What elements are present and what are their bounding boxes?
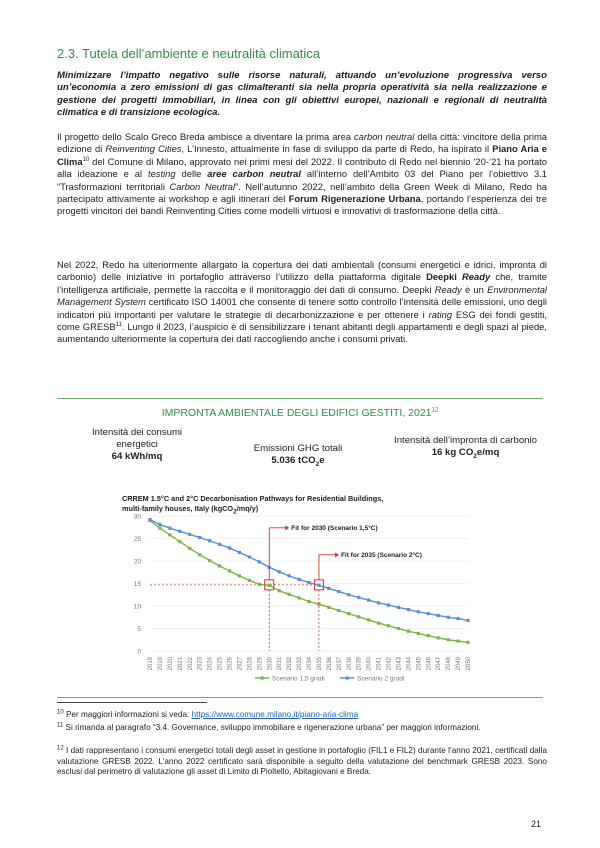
footnote-ref-12[interactable]: 12 <box>431 407 439 414</box>
box-bottom-divider <box>57 697 543 698</box>
x-tick-label: 2046 <box>426 657 433 671</box>
data-point <box>148 518 151 521</box>
legend-item <box>340 675 404 682</box>
legend-label: Scenario 2 gradi <box>357 675 405 683</box>
x-tick-label: 2018 <box>148 657 154 671</box>
footnote-11: $^{11}$ Si rimanda al paragrafo “3.4. Governance, sviluppo immobiliare e rigenerazione urbana” per maggiori informazioni. <box>57 722 481 732</box>
data-point <box>427 612 430 615</box>
x-tick-label: 2050 <box>466 657 472 671</box>
data-point <box>158 523 161 526</box>
arrow-head <box>335 552 339 557</box>
x-tick-label: 2043 <box>396 657 403 671</box>
data-point <box>258 560 261 563</box>
data-point <box>407 608 410 611</box>
y-tick-label: 10 <box>133 603 141 611</box>
box-title: IMPRONTA AMBIENTALE DEGLI EDIFICI GESTITI, 2021$^{12}$ <box>161 407 439 419</box>
x-tick-label: 2049 <box>456 657 463 671</box>
x-tick-label: 2025 <box>217 657 224 671</box>
data-point <box>208 559 211 562</box>
x-axis <box>148 656 472 670</box>
data-point <box>377 601 380 604</box>
data-point <box>357 615 360 618</box>
data-point <box>327 587 330 590</box>
section-title: 2.3. Tutela dell’ambiente e neutralità climatica <box>57 46 321 61</box>
annotations <box>265 524 422 651</box>
data-point <box>367 618 370 621</box>
data-point <box>178 530 181 533</box>
x-tick-label: 2019 <box>157 657 164 671</box>
y-tick-label: 25 <box>133 536 141 543</box>
data-point <box>248 555 251 558</box>
x-tick-label: 2048 <box>446 657 453 671</box>
data-point <box>317 584 320 587</box>
data-point <box>288 574 291 577</box>
annotation-fit-2030 <box>265 524 378 651</box>
data-point <box>258 583 261 586</box>
x-tick-label: 2040 <box>366 657 373 671</box>
data-point <box>158 527 161 530</box>
kpi-energy-intensity <box>72 427 202 463</box>
data-point <box>238 551 241 554</box>
footnote-10: $^{10}$ Per maggiori informazioni si veda: https://www.comune.milano.it/piano-aria-clima <box>57 709 359 719</box>
x-tick-label: 2039 <box>356 657 363 671</box>
data-point <box>456 617 459 620</box>
paragraph-deepki: Nel 2022, Redo ha ulteriormente allargato la copertura dei dati ambientali (consumi energetici e idrici, impronta di carbonio) delle iniziative in portafoglio attraverso l’utilizzo della piattaforma digitale Deepki Ready che, tramite l’intelligenza artificiale, permette la raccolta e il monitoraggio dei dati di consumo. Deepki Ready è un Environmental Management System certificato ISO 14001 che consente di tenere sotto controllo l’intensità delle emissioni, uno degli indicatori più importanti per valutare le strategie di decarbonizzazione e per ottenere i rating ESG dei fondi gestiti, come GRESB$^{11}$. Lungo il 2023, l’auspicio è di sensibilizzare i tenant abitanti degli appartamenti e degli spazi al piede, aumentando ulteriormente la copertura dei dati raccogliendo anche i consumi privati. <box>57 259 547 345</box>
kpi-carbon-intensity <box>393 435 538 459</box>
data-point <box>218 564 221 567</box>
x-tick-label: 2021 <box>177 657 184 671</box>
x-tick-label: 2045 <box>416 657 423 671</box>
kpi-ghg-emissions <box>228 443 368 467</box>
data-point <box>357 596 360 599</box>
x-tick-label: 2037 <box>336 657 343 671</box>
data-point <box>198 536 201 539</box>
x-tick-label: 2030 <box>267 657 274 671</box>
paragraph-scalo-greco: Il progetto dello Scalo Greco Breda ambisce a diventare la prima area carbon neutral della città: vincitore della prima edizione di Reinventing Cities, L’Innesto, attualmente in fase di sviluppo da parte di Redo, ha ispirato il Piano Aria e Clima$^{10}$ del Comune di Milano, approvato nei primi mesi del 2022. Il contributo di Redo nel biennio ‘20-‘21 ha portato alla ideazione e al testing delle aree carbon neutral all’interno dell’Ambito 03 del Piano per l’obiettivo 3.1 “Trasformazioni territoriali Carbon Neutral”. Nell’autunno 2022, nell’ambito della Green Week di Milano, Redo ha partecipato attivamente ai workshop e agli itinerari del Forum Rigenerazione Urbana, portando l’esperienza dei tre progetti vincitori dei bandi Reinventing Cities come modelli virtuosi e innovativi di trasformazione della città. <box>57 131 548 217</box>
data-point <box>437 636 440 639</box>
series-line <box>150 520 468 621</box>
data-point <box>288 593 291 596</box>
footnote-divider <box>57 702 207 703</box>
y-axis <box>134 514 142 656</box>
legend-item <box>255 675 325 682</box>
data-point <box>278 570 281 573</box>
data-point <box>347 612 350 615</box>
kpi-energy-label: Intensità dei consumi energetici <box>91 427 183 450</box>
data-point <box>437 614 440 617</box>
x-tick-label: 2035 <box>316 657 323 671</box>
data-point <box>466 619 469 622</box>
data-point <box>387 624 390 627</box>
data-point <box>466 641 469 644</box>
chart-title: CRREM 1.5°C and 2°C Decarbonisation Pathways for Residential Buildings, multi-family houses, Italy (kgCO2/mq/y) <box>122 494 384 515</box>
data-point <box>427 634 430 637</box>
y-tick-label: 5 <box>137 626 141 633</box>
arrow-head <box>285 525 289 530</box>
data-point <box>228 569 231 572</box>
kpi-ghg-label: Emissioni GHG totali <box>253 443 343 454</box>
x-tick-label: 2038 <box>346 657 353 671</box>
data-point <box>248 579 251 582</box>
data-point <box>367 599 370 602</box>
data-point <box>307 581 310 584</box>
x-tick-label: 2042 <box>386 657 393 671</box>
annotation-label: Fit for 2030 (Scenario 1,5°C) <box>291 525 378 533</box>
x-tick-label: 2026 <box>227 657 234 671</box>
data-point <box>327 606 330 609</box>
kpi-ghg-value: 5.036 tCO$_2$e <box>271 455 325 468</box>
legend-label: Scenario 1,5 gradi <box>272 675 325 683</box>
data-point <box>178 540 181 543</box>
kpi-carbon-label: Intensità dell’impronta di carbonio <box>394 435 537 446</box>
series-layer <box>148 518 469 644</box>
x-tick-label: 2036 <box>326 657 333 671</box>
intro-statement: Minimizzare l’impatto negativo sulle risorse naturali, attuando un’evoluzione progressiva verso un’economia a zero emissioni di gas climalteranti sia nella propria operatività sia nella realizzazione e gestione dei progetti immobiliari, in linea con gli obiettivi europei, nazionali e regionali di neutralità climatica e di transizione ecologica. <box>57 70 547 118</box>
piano-aria-clima-link[interactable]: https://www.comune.milano.it/piano-aria-clima <box>191 710 359 719</box>
data-point <box>347 593 350 596</box>
y-tick-label: 20 <box>133 558 141 566</box>
data-point <box>228 546 231 549</box>
data-point <box>377 622 380 625</box>
y-tick-label: 30 <box>133 513 141 521</box>
data-point <box>447 616 450 619</box>
x-tick-label: 2041 <box>376 657 383 671</box>
data-point <box>218 543 221 546</box>
data-point <box>417 632 420 635</box>
data-point <box>188 533 191 536</box>
x-tick-label: 2022 <box>187 657 194 671</box>
data-point <box>238 574 241 577</box>
x-tick-label: 2023 <box>197 657 204 671</box>
page-number: 21 <box>531 819 542 829</box>
data-point <box>397 606 400 609</box>
x-tick-label: 2047 <box>436 657 443 671</box>
x-tick-label: 2024 <box>207 657 214 671</box>
x-tick-label: 2020 <box>167 657 174 671</box>
data-point <box>337 590 340 593</box>
data-point <box>168 533 171 536</box>
x-tick-label: 2033 <box>297 657 304 671</box>
annotation-label: Fit for 2035 (Scenario 2°C) <box>340 552 422 560</box>
data-point <box>387 604 390 607</box>
legend-marker <box>346 676 349 679</box>
kpi-carbon-value: 16 kg $CO_2e/mq$ <box>431 447 500 460</box>
y-tick-label: 0 <box>137 648 141 656</box>
data-point <box>297 596 300 599</box>
x-tick-label: 2031 <box>277 657 284 671</box>
x-tick-label: 2028 <box>247 657 254 671</box>
x-tick-label: 2032 <box>287 657 294 671</box>
data-point <box>337 609 340 612</box>
x-tick-label: 2027 <box>237 657 244 671</box>
footnote-ref-10[interactable]: 10 <box>82 156 90 163</box>
data-point <box>268 584 271 587</box>
legend <box>255 675 404 682</box>
footnote-ref-11[interactable]: 11 <box>115 321 122 328</box>
data-point <box>198 553 201 556</box>
data-point <box>307 600 310 603</box>
kpi-energy-value: 64 kWh/mq <box>111 451 163 462</box>
legend-marker <box>261 676 264 679</box>
footnote-12: $^{12}$ I dati rappresentano i consumi energetici totali degli asset in gestione in portafoglio (FIL1 e FIL2) durante l’anno 2021, certificati dalla valutazione GRESB 2022. L’anno 2022 certificato sarà disponibile a seguito della valutazione del benchmark GRESB 2023. Sono esclusi dal perimetro di valutazione gli asset di Limito di Pioltello, Abitagiovani e Breda. <box>57 745 547 777</box>
data-point <box>188 547 191 550</box>
data-point <box>456 640 459 643</box>
y-tick-label: 15 <box>133 581 141 588</box>
data-point <box>397 627 400 630</box>
decarbonisation-chart <box>100 508 480 688</box>
data-point <box>168 527 171 530</box>
data-point <box>407 630 410 633</box>
x-tick-label: 2034 <box>307 657 313 671</box>
box-top-divider <box>57 398 543 399</box>
series-scenario-2 <box>148 518 469 622</box>
x-tick-label: 2029 <box>257 657 264 671</box>
data-point <box>417 610 420 613</box>
data-point <box>278 589 281 592</box>
data-point <box>447 638 450 641</box>
x-tick-label: 2044 <box>406 657 413 671</box>
data-point <box>208 539 211 542</box>
data-point <box>297 578 300 581</box>
